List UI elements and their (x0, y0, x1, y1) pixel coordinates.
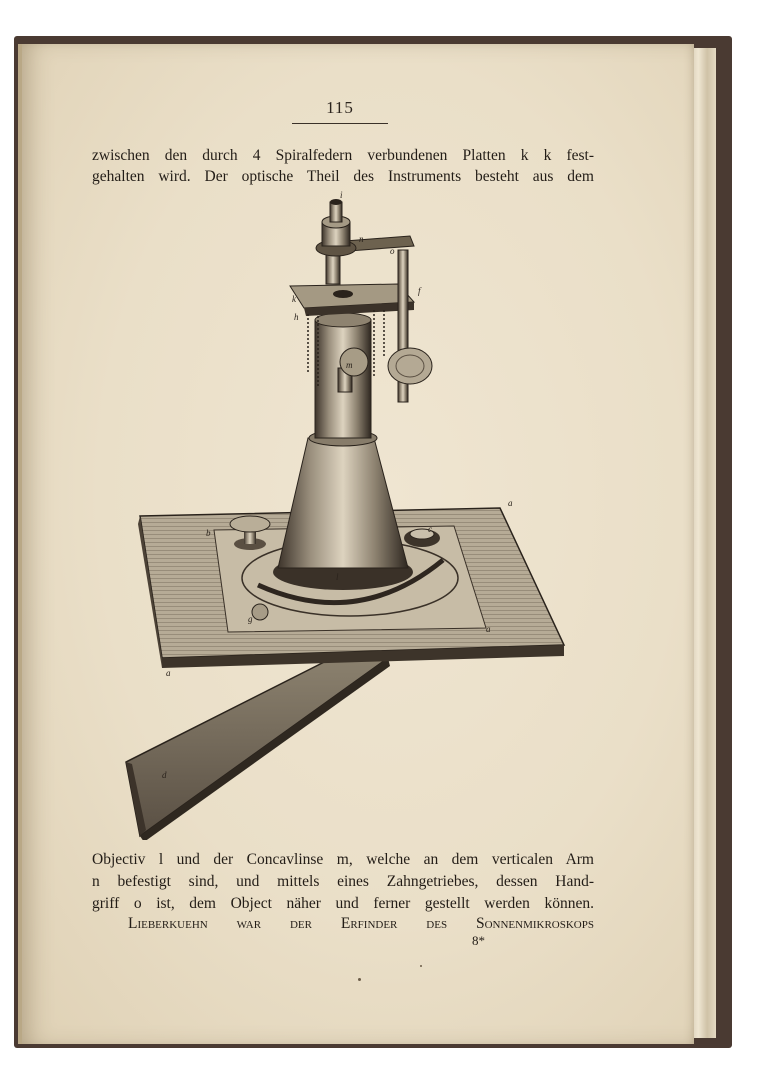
label-k: k (292, 294, 296, 304)
label-n: n (359, 234, 364, 244)
label-a1: a (508, 498, 513, 508)
stage-plate (290, 284, 414, 316)
page-number: 115 (326, 98, 354, 117)
text-line: Lieberkuehn war der Erfinder des Sonnenmikroskops (128, 915, 594, 932)
text-line: zwischen den durch 4 Spiralfedern verbundenen Platten k k fest- (92, 147, 594, 164)
label-d: d (162, 770, 167, 780)
label-c: c (428, 524, 432, 534)
label-i: i (340, 190, 343, 200)
conical-pillar (273, 430, 413, 590)
mirror-arm (126, 650, 390, 840)
focus-knob-right (388, 250, 432, 402)
text-line: n befestigt sind, und mittels eines Zahngetriebes, dessen Hand- (92, 873, 594, 890)
label-b: b (206, 528, 211, 538)
label-f: f (418, 286, 421, 296)
paper-speck (358, 978, 361, 981)
text-line: gehalten wird. Der optische Theil des Instruments besteht aus dem (92, 168, 594, 185)
label-m: m (346, 360, 353, 370)
base-screw (252, 604, 268, 620)
gutter (18, 44, 22, 1044)
label-l: l (336, 572, 339, 582)
header-rule (292, 123, 388, 124)
text-line: Objectiv l und der Concavlinse m, welche an dem verticalen Arm (92, 851, 594, 868)
paper-speck (420, 965, 422, 967)
text-line: griff o ist, dem Object näher und ferner gestellt werden können. (92, 895, 594, 912)
label-g: g (248, 614, 253, 624)
label-h: h (294, 312, 299, 322)
label-a2: a (166, 668, 171, 678)
microscope-engraving (118, 190, 568, 840)
signature-mark: 8* (472, 933, 485, 948)
label-o: o (390, 246, 395, 256)
label-a3: a (486, 624, 491, 634)
objective-lens (316, 199, 356, 256)
base-knob-right (404, 529, 440, 547)
